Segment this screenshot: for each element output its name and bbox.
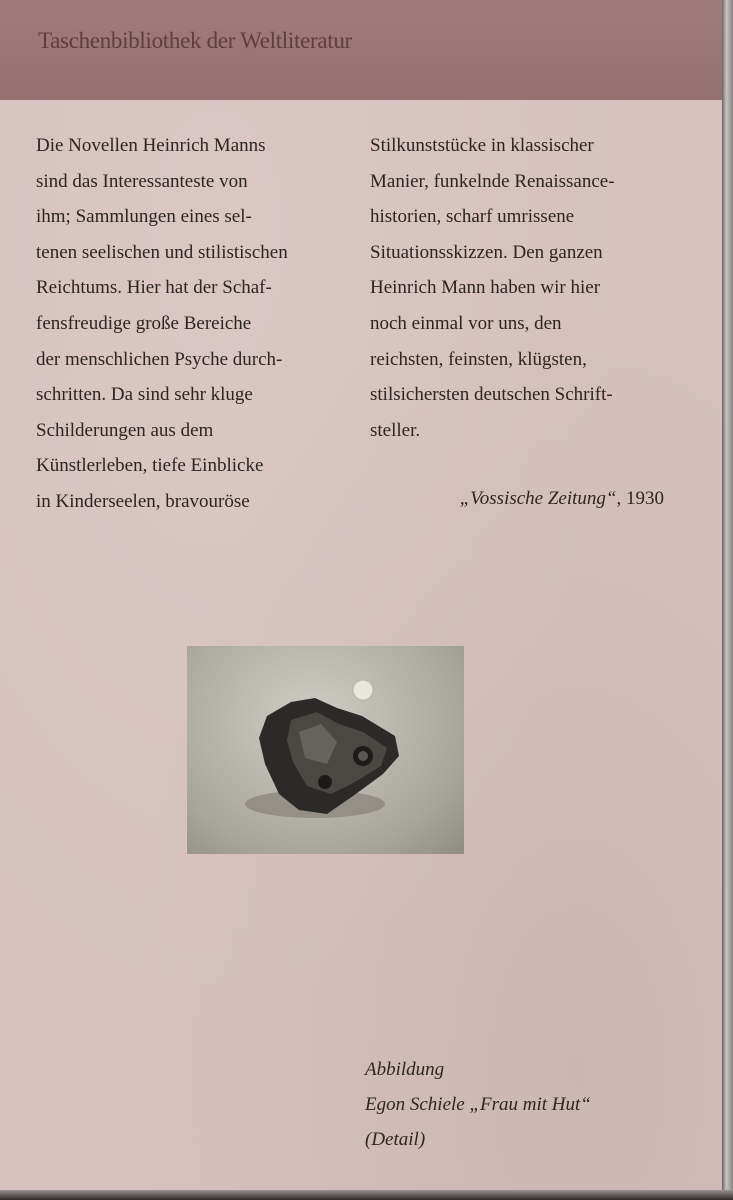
blurb-line: Reichtums. Hier hat der Schaf- — [36, 277, 272, 299]
blurb-line: stilsichersten deutschen Schrift- — [370, 384, 613, 406]
blurb-line: in Kinderseelen, bravouröse — [36, 490, 250, 512]
blurb-line: Heinrich Mann haben wir hier — [370, 277, 601, 299]
quote-source-title: „Vossische Zeitung“ — [459, 488, 617, 509]
blurb-right-column — [370, 128, 690, 448]
page-edge-right — [722, 0, 733, 1200]
caption-label: Abbildung — [365, 1059, 445, 1080]
series-title: Taschenbibliothek der Weltliteratur — [38, 28, 352, 53]
blurb-line: der menschlichen Psyche durch- — [36, 348, 283, 370]
quote-source — [460, 488, 664, 510]
caption-detail: (Detail) — [365, 1129, 426, 1150]
blurb-line: ihm; Sammlungen eines sel- — [36, 206, 252, 228]
quote-source-year: , 1930 — [616, 488, 664, 509]
blurb-line: fensfreudige große Bereiche — [36, 312, 252, 334]
blurb-line: Die Novellen Heinrich Manns — [36, 135, 266, 156]
blurb-line: schritten. Da sind sehr kluge — [36, 384, 253, 406]
blurb-line: Situationsskizzen. Den ganzen — [370, 241, 603, 263]
blurb-line: reichsten, feinsten, klügsten, — [370, 348, 587, 370]
series-header-band — [0, 0, 722, 100]
caption-artwork: Egon Schiele „Frau mit Hut“ — [365, 1094, 591, 1115]
page-edge-bottom — [0, 1190, 733, 1200]
blurb-line: sind das Interessanteste von — [36, 170, 248, 192]
blurb-line: Stilkunststücke in klassischer — [370, 135, 594, 156]
blurb-line: tenen seelischen und stilistischen — [36, 241, 288, 263]
blurb-line: steller. — [370, 419, 421, 441]
blurb-left-column — [36, 128, 356, 520]
stone-photo-image — [187, 646, 464, 854]
blurb-line: historien, scharf umrissene — [370, 206, 575, 228]
blurb-line: noch einmal vor uns, den — [370, 312, 562, 334]
blurb-line: Manier, funkelnde Renaissance- — [370, 170, 615, 192]
blurb-line: Schilderungen aus dem — [36, 419, 214, 441]
sticker-photo — [187, 646, 464, 854]
blurb-line: Künstlerleben, tiefe Einblicke — [36, 455, 264, 477]
illustration-caption — [365, 1052, 591, 1157]
